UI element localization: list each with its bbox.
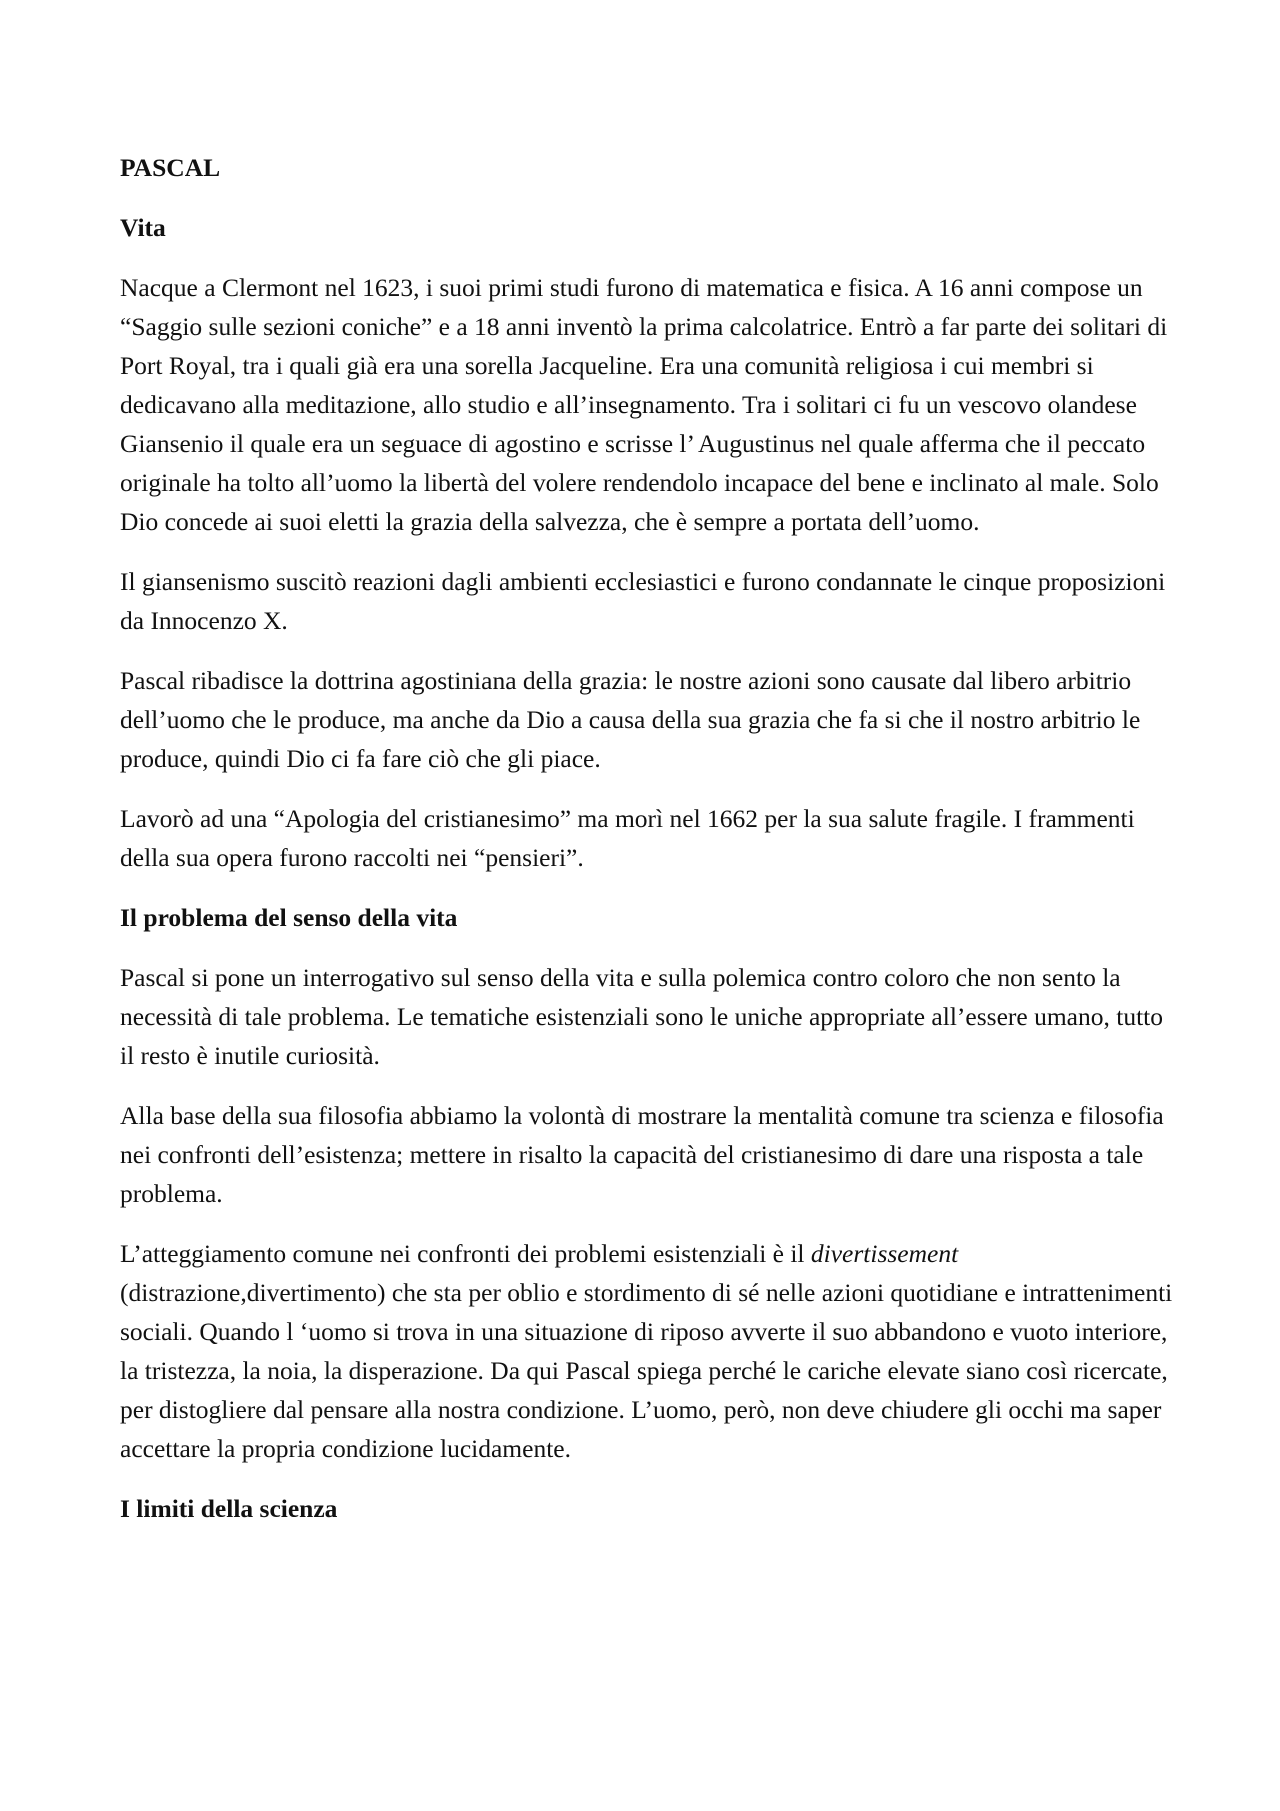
paragraph: Alla base della sua filosofia abbiamo la volontà di mostrare la mentalità comune tra scienza e filosofia nei confronti dell’esistenza; mettere in risalto la capacità del cristianesimo di dare una risposta a tale problema. [120,1101,1164,1208]
document-page [120,148,1180,1549]
document-title: PASCAL [120,153,221,182]
italic-term: divertissement [810,1239,959,1268]
text-run: L’atteggiamento comune nei confronti dei problemi esistenziali è il [120,1239,811,1268]
section-heading-senso-della-vita: Il problema del senso della vita [120,903,458,932]
section-heading-limiti-della-scienza: I limiti della scienza [120,1494,338,1523]
paragraph: Pascal si pone un interrogativo sul senso della vita e sulla polemica contro coloro che non sento la necessità di tale problema. Le tematiche esistenziali sono le uniche appropriate all’essere umano, tutto il resto è inutile curiosità. [120,963,1163,1070]
paragraph: Lavorò ad una “Apologia del cristianesimo” ma morì nel 1662 per la sua salute fragile. I frammenti della sua opera furono raccolti nei “pensieri”. [120,804,1135,872]
paragraph: Il giansenismo suscitò reazioni dagli ambienti ecclesiastici e furono condannate le cinque proposizioni da Innocenzo X. [120,567,1166,635]
text-run: (distrazione,divertimento) che sta per oblio e stordimento di sé nelle azioni quotidiane e intrattenimenti sociali. Quando l ‘uomo si trova in una situazione di riposo avverte il suo abbandono e vuoto interiore, la tristezza, la noia, la disperazione. Da qui Pascal spiega perché le cariche elevate siano così ricercate, per distogliere dal pensare alla nostra condizione. L’uomo, però, non deve chiudere gli occhi ma saper accettare la propria condizione lucidamente. [120,1278,1173,1463]
paragraph: Pascal ribadisce la dottrina agostiniana della grazia: le nostre azioni sono causate dal libero arbitrio dell’uomo che le produce, ma anche da Dio a causa della sua grazia che fa si che il nostro arbitrio le produce, quindi Dio ci fa fare ciò che gli piace. [120,666,1141,773]
paragraph: Nacque a Clermont nel 1623, i suoi primi studi furono di matematica e fisica. A 16 anni compose un “Saggio sulle sezioni coniche” e a 18 anni inventò la prima calcolatrice. Entrò a far parte dei solitari di Port Royal, tra i quali già era una sorella Jacqueline. Era una comunità religiosa i cui membri si dedicavano alla meditazione, allo studio e all’insegnamento. Tra i solitari ci fu un vescovo olandese Giansenio il quale era un seguace di agostino e scrisse l’ Augustinus nel quale afferma che il peccato originale ha tolto all’uomo la libertà del volere rendendolo incapace del bene e inclinato al male. Solo Dio concede ai suoi eletti la grazia della salvezza, che è sempre a portata dell’uomo. [120,273,1168,536]
section-heading-vita: Vita [120,213,166,242]
paragraph-divertissement [120,1234,1180,1468]
